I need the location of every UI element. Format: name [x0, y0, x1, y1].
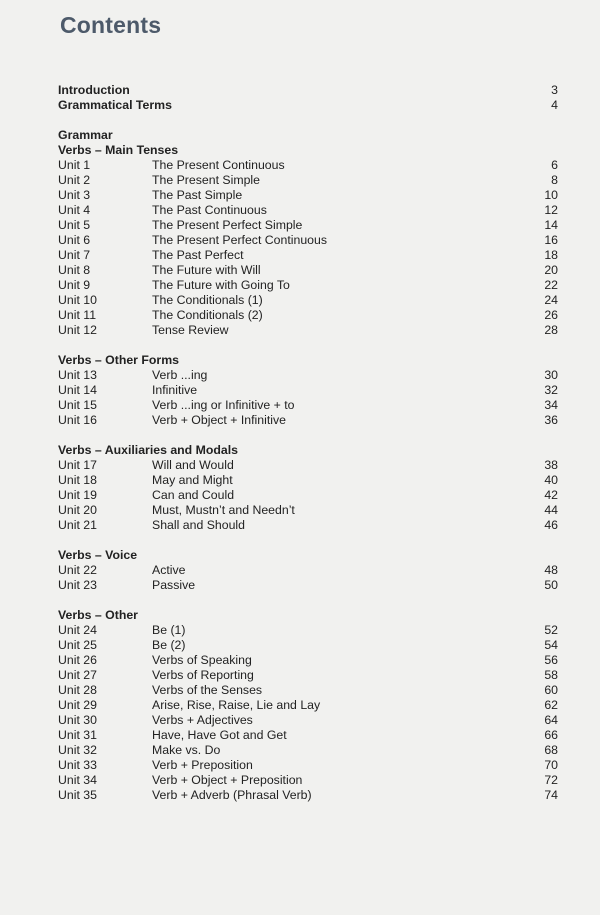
page-number: 56: [544, 653, 558, 667]
list-item: [58, 308, 558, 323]
unit-number: Unit 31: [58, 728, 97, 742]
list-item: [58, 653, 558, 668]
unit-number: Unit 21: [58, 518, 97, 532]
spacer: [58, 428, 558, 443]
section-heading: [58, 143, 558, 158]
page-number: 72: [544, 773, 558, 787]
section-heading: [58, 608, 558, 623]
unit-topic: The Past Continuous: [152, 203, 267, 217]
unit-topic: The Present Continuous: [152, 158, 285, 172]
grammar-heading: [58, 128, 558, 143]
unit-number: Unit 28: [58, 683, 97, 697]
page-number: 46: [544, 518, 558, 532]
list-item: [58, 383, 558, 398]
unit-topic: Passive: [152, 578, 196, 592]
unit-topic: The Past Simple: [152, 188, 243, 202]
unit-number: Unit 2: [58, 173, 91, 187]
unit-number: Unit 19: [58, 488, 97, 502]
section-title: Verbs – Auxiliaries and Modals: [58, 443, 238, 457]
part-heading: Grammar: [58, 128, 113, 142]
unit-number: Unit 6: [58, 233, 91, 247]
unit-topic: The Present Simple: [152, 173, 260, 187]
page-number: 60: [544, 683, 558, 697]
page-number: 40: [544, 473, 558, 487]
unit-number: Unit 7: [58, 248, 91, 262]
list-item: [58, 248, 558, 263]
list-item: [58, 188, 558, 203]
unit-number: Unit 20: [58, 503, 97, 517]
unit-topic: The Present Perfect Continuous: [152, 233, 327, 247]
list-item: [58, 698, 558, 713]
list-item: [58, 503, 558, 518]
page-number: 66: [544, 728, 558, 742]
list-item: [58, 413, 558, 428]
section-heading: [58, 353, 558, 368]
list-item: [58, 368, 558, 383]
unit-topic: Verb + Object + Infinitive: [152, 413, 286, 427]
unit-number: Unit 5: [58, 218, 91, 232]
front-matter-row: [58, 98, 558, 113]
unit-topic: Shall and Should: [152, 518, 245, 532]
front-matter-label: Introduction: [58, 83, 130, 97]
unit-number: Unit 4: [58, 203, 91, 217]
unit-number: Unit 10: [58, 293, 97, 307]
unit-number: Unit 33: [58, 758, 97, 772]
list-item: [58, 773, 558, 788]
page-number: 38: [544, 458, 558, 472]
list-item: [58, 323, 558, 338]
page-number: 24: [544, 293, 558, 307]
page-number: 14: [544, 218, 558, 232]
list-item: [58, 173, 558, 188]
unit-number: Unit 24: [58, 623, 97, 637]
unit-number: Unit 17: [58, 458, 97, 472]
list-item: [58, 668, 558, 683]
page-number: 4: [551, 98, 558, 112]
unit-number: Unit 14: [58, 383, 97, 397]
unit-topic: Tense Review: [152, 323, 229, 337]
unit-number: Unit 30: [58, 713, 97, 727]
page-number: 6: [551, 158, 558, 172]
unit-topic: The Future with Will: [152, 263, 261, 277]
list-item: [58, 713, 558, 728]
page-number: 44: [544, 503, 558, 517]
table-of-contents: [58, 83, 558, 803]
unit-topic: Verbs of Reporting: [152, 668, 254, 682]
list-item: [58, 788, 558, 803]
list-item: [58, 233, 558, 248]
list-item: [58, 728, 558, 743]
page-number: 64: [544, 713, 558, 727]
page-number: 36: [544, 413, 558, 427]
unit-topic: Arise, Rise, Raise, Lie and Lay: [152, 698, 321, 712]
page-number: 20: [544, 263, 558, 277]
page-number: 3: [551, 83, 558, 97]
page-number: 58: [544, 668, 558, 682]
page-number: 10: [544, 188, 558, 202]
list-item: [58, 218, 558, 233]
list-item: [58, 398, 558, 413]
list-item: [58, 758, 558, 773]
unit-topic: The Conditionals (2): [152, 308, 263, 322]
front-matter-label: Grammatical Terms: [58, 98, 172, 112]
section-title: Verbs – Other Forms: [58, 353, 179, 367]
unit-topic: Verb ...ing: [152, 368, 208, 382]
section-heading: [58, 443, 558, 458]
unit-topic: Must, Mustn’t and Needn’t: [152, 503, 295, 517]
spacer: [58, 593, 558, 608]
page-number: 16: [544, 233, 558, 247]
list-item: [58, 293, 558, 308]
unit-topic: Make vs. Do: [152, 743, 221, 757]
list-item: [58, 623, 558, 638]
unit-topic: The Conditionals (1): [152, 293, 263, 307]
unit-number: Unit 12: [58, 323, 97, 337]
section-title: Verbs – Voice: [58, 548, 138, 562]
list-item: [58, 158, 558, 173]
unit-number: Unit 25: [58, 638, 97, 652]
unit-topic: The Present Perfect Simple: [152, 218, 303, 232]
list-item: [58, 563, 558, 578]
unit-number: Unit 23: [58, 578, 97, 592]
page-number: 32: [544, 383, 558, 397]
page-number: 18: [544, 248, 558, 262]
unit-number: Unit 16: [58, 413, 97, 427]
unit-topic: Will and Would: [152, 458, 234, 472]
unit-topic: May and Might: [152, 473, 233, 487]
unit-topic: Verb + Adverb (Phrasal Verb): [152, 788, 312, 802]
unit-number: Unit 15: [58, 398, 97, 412]
page-number: 22: [544, 278, 558, 292]
unit-number: Unit 35: [58, 788, 97, 802]
unit-number: Unit 8: [58, 263, 91, 277]
unit-topic: The Past Perfect: [152, 248, 244, 262]
list-item: [58, 203, 558, 218]
page-number: 42: [544, 488, 558, 502]
page-number: 68: [544, 743, 558, 757]
unit-topic: Verbs of Speaking: [152, 653, 252, 667]
page-number: 30: [544, 368, 558, 382]
list-item: [58, 518, 558, 533]
page-number: 52: [544, 623, 558, 637]
unit-number: Unit 1: [58, 158, 91, 172]
unit-number: Unit 18: [58, 473, 97, 487]
unit-number: Unit 26: [58, 653, 97, 667]
unit-topic: Verb + Object + Preposition: [152, 773, 303, 787]
section-title: Verbs – Main Tenses: [58, 143, 179, 157]
page-number: 28: [544, 323, 558, 337]
page-number: 54: [544, 638, 558, 652]
unit-topic: The Future with Going To: [152, 278, 290, 292]
list-item: [58, 488, 558, 503]
page-number: 50: [544, 578, 558, 592]
page-number: 70: [544, 758, 558, 772]
page-number: 48: [544, 563, 558, 577]
spacer: [58, 533, 558, 548]
unit-number: Unit 13: [58, 368, 97, 382]
list-item: [58, 638, 558, 653]
unit-topic: Be (2): [152, 638, 186, 652]
unit-number: Unit 22: [58, 563, 97, 577]
unit-number: Unit 29: [58, 698, 97, 712]
list-item: [58, 473, 558, 488]
unit-number: Unit 9: [58, 278, 91, 292]
unit-topic: Be (1): [152, 623, 186, 637]
page-number: 34: [544, 398, 558, 412]
unit-number: Unit 11: [58, 308, 97, 322]
list-item: [58, 458, 558, 473]
unit-topic: Verbs + Adjectives: [152, 713, 253, 727]
unit-topic: Verb + Preposition: [152, 758, 253, 772]
unit-number: Unit 34: [58, 773, 97, 787]
list-item: [58, 263, 558, 278]
list-item: [58, 278, 558, 293]
page-number: 12: [544, 203, 558, 217]
unit-number: Unit 27: [58, 668, 97, 682]
list-item: [58, 683, 558, 698]
unit-number: Unit 3: [58, 188, 91, 202]
spacer: [58, 338, 558, 353]
unit-topic: Verbs of the Senses: [152, 683, 263, 697]
section-heading: [58, 548, 558, 563]
spacer: [58, 113, 558, 128]
section-title: Verbs – Other: [58, 608, 138, 622]
unit-topic: Active: [152, 563, 186, 577]
unit-number: Unit 32: [58, 743, 97, 757]
front-matter-row: [58, 83, 558, 98]
list-item: [58, 578, 558, 593]
page-title: Contents: [60, 12, 162, 38]
list-item: [58, 743, 558, 758]
unit-topic: Have, Have Got and Get: [152, 728, 287, 742]
page-number: 74: [544, 788, 558, 802]
page-number: 8: [551, 173, 558, 187]
page-number: 62: [544, 698, 558, 712]
unit-topic: Verb ...ing or Infinitive + to: [152, 398, 295, 412]
unit-topic: Can and Could: [152, 488, 235, 502]
unit-topic: Infinitive: [152, 383, 198, 397]
page-number: 26: [544, 308, 558, 322]
